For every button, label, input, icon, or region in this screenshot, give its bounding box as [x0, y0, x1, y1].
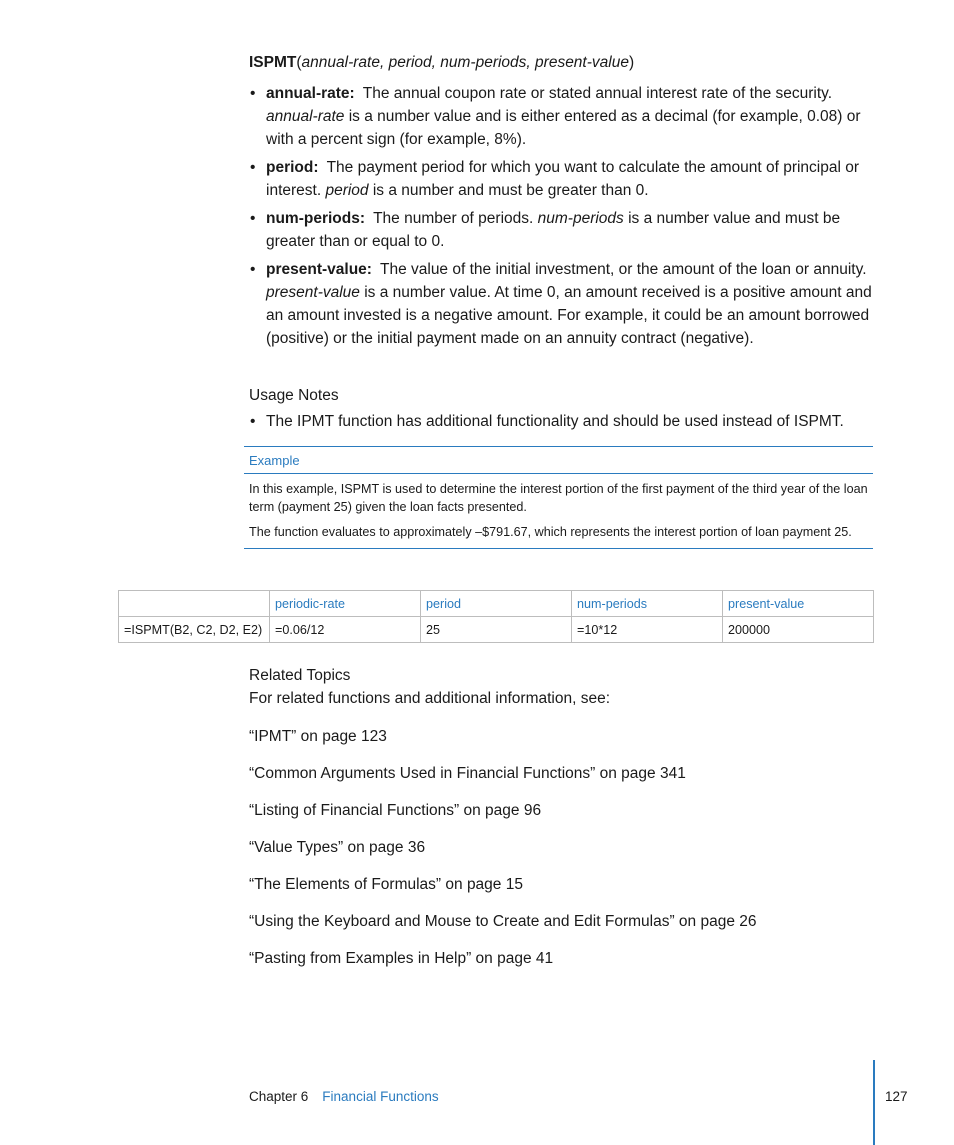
- argument-description: The value of the initial investment, or the amount of the loan or annuity.: [379, 261, 867, 278]
- table-header-cell: present-value: [723, 591, 874, 617]
- syntax-line: [249, 52, 873, 74]
- argument-description: The number of periods.: [373, 210, 534, 227]
- table-row: [119, 617, 874, 643]
- argument-term: annual-rate:: [266, 85, 355, 102]
- argument-description: The payment period for which you want to calculate the amount of principal or interest.: [266, 159, 860, 199]
- related-link[interactable]: “Value Types” on page 36: [249, 839, 426, 856]
- table-cell: =10*12: [572, 617, 723, 643]
- argument-italic-name: present-value: [266, 284, 360, 301]
- example-title: Example: [244, 447, 873, 474]
- table-header-row: [119, 591, 874, 617]
- table-cell: =0.06/12: [270, 617, 421, 643]
- table-cell: [119, 591, 270, 617]
- related-links: [249, 726, 873, 985]
- argument-list: [249, 82, 873, 355]
- argument-description: The annual coupon rate or stated annual interest rate of the security.: [362, 85, 833, 102]
- footer-divider: [873, 1060, 875, 1145]
- argument-detail: is a number value and is either entered as a decimal (for example, 0.08) or with a percent sign (for example, 8%).: [266, 108, 861, 148]
- example-paragraph-1: In this example, ISPMT is used to determine the interest portion of the first payment of the third year of the loan term (payment 25) given the loan facts presented.: [249, 482, 868, 514]
- argument-term: present-value:: [266, 261, 372, 278]
- table-cell: 25: [421, 617, 572, 643]
- syntax-arguments: annual-rate, period, num-periods, present-value: [301, 54, 629, 71]
- chapter-name-link[interactable]: Financial Functions: [322, 1089, 439, 1104]
- example-paragraph-2: The function evaluates to approximately –$791.67, which represents the interest portion of loan payment 25.: [249, 525, 852, 539]
- syntax-close-paren: ): [628, 54, 635, 71]
- related-link[interactable]: “Pasting from Examples in Help” on page 41: [249, 950, 554, 967]
- usage-notes-heading: Usage Notes: [249, 387, 339, 404]
- argument-italic-name: annual-rate: [266, 108, 345, 125]
- argument-period: [249, 156, 873, 202]
- example-box: [244, 446, 873, 549]
- chapter-number: Chapter 6: [249, 1089, 309, 1104]
- usage-note-item: • The IPMT function has additional functionality and should be used instead of ISPMT.: [249, 410, 879, 433]
- example-table: [118, 590, 874, 643]
- related-link[interactable]: “The Elements of Formulas” on page 15: [249, 876, 523, 893]
- usage-notes-list: [249, 410, 879, 433]
- table-cell: =ISPMT(B2, C2, D2, E2): [119, 617, 270, 643]
- table-header-cell: period: [421, 591, 572, 617]
- argument-italic-name: period: [325, 182, 369, 199]
- page-number: 127: [885, 1089, 908, 1104]
- argument-present-value: [249, 258, 873, 350]
- argument-term: period:: [266, 159, 319, 176]
- argument-annual-rate: [249, 82, 873, 151]
- table-header-cell: num-periods: [572, 591, 723, 617]
- table-header-cell: periodic-rate: [270, 591, 421, 617]
- argument-detail: is a number value and must be greater than or equal to 0.: [266, 210, 841, 250]
- argument-num-periods: [249, 207, 873, 253]
- syntax-open-paren: (: [296, 54, 302, 71]
- argument-italic-name: num-periods: [537, 210, 624, 227]
- related-link[interactable]: “Using the Keyboard and Mouse to Create and Edit Formulas” on page 26: [249, 913, 757, 930]
- related-link[interactable]: “Common Arguments Used in Financial Functions” on page 341: [249, 765, 686, 782]
- related-link[interactable]: “IPMT” on page 123: [249, 728, 387, 745]
- related-topics-intro: For related functions and additional information, see:: [249, 690, 611, 707]
- argument-term: num-periods:: [266, 210, 366, 227]
- footer-chapter: [249, 1088, 439, 1106]
- argument-detail: is a number and must be greater than 0.: [372, 182, 649, 199]
- table-cell: 200000: [723, 617, 874, 643]
- related-topics-heading: Related Topics: [249, 667, 351, 684]
- related-link[interactable]: “Listing of Financial Functions” on page 96: [249, 802, 542, 819]
- argument-detail: is a number value. At time 0, an amount received is a positive amount and an amount invested is a negative amount. For example, it could be an amount borrowed (positive) or the initial payment made on an annuity contract (negative).: [266, 284, 872, 347]
- function-name: ISPMT: [249, 54, 297, 71]
